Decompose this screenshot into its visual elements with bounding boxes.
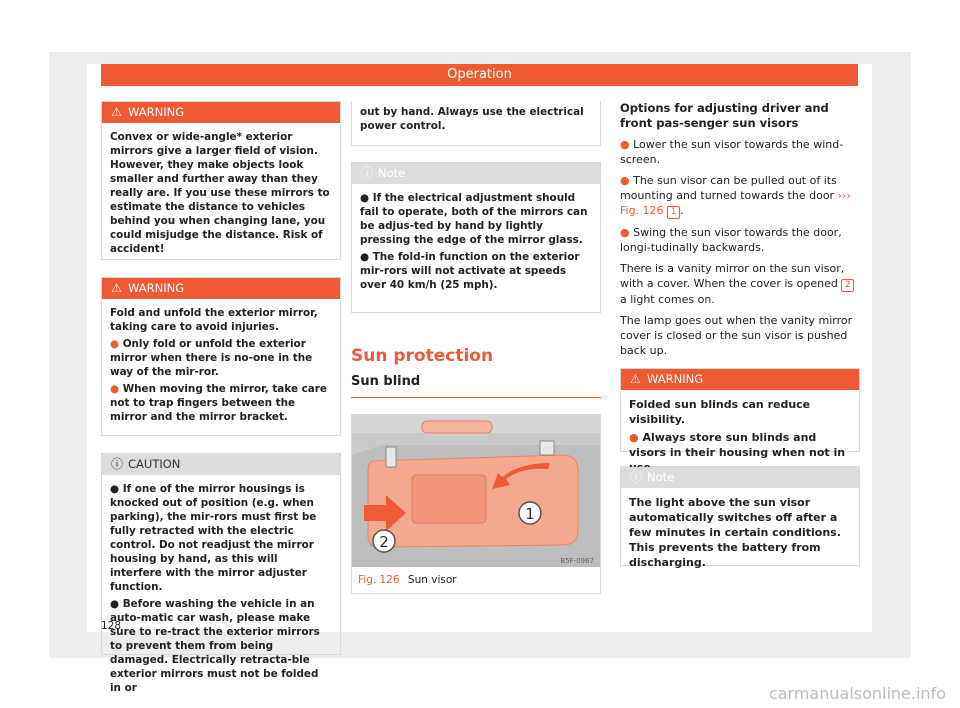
note-label: Note [378, 166, 406, 180]
figure-caption-text: Sun visor [407, 574, 457, 586]
warning-label: WARNING [128, 281, 185, 295]
left-column [101, 101, 341, 694]
figure-code: B5F-0967 [560, 557, 594, 565]
list-item: ● The sun visor can be pulled out of its mounting and turned towards the door ››› Fig. 126 1 . [620, 174, 851, 217]
warning-text: Convex or wide-angle* exterior mirrors give a larger field of vision. However, they make objects look smaller and further away than they really are. If you use these mirrors to estimate the distance to vehicles behind you when changing lane, you could misjudge the distance. Risk of accident! [110, 131, 330, 255]
list-item: ● Before washing the vehicle in an auto-matic car wash, please make sure to re-tract the exterior mirrors to prevent them from being damaged. Electrically retracta-ble exterior mirrors must not be folded in or [110, 598, 320, 694]
note-box-light [620, 466, 860, 569]
callout-badge: 2 [841, 279, 854, 292]
list-item: ● Swing the sun visor towards the door, longi-tudinally backwards. [620, 226, 842, 254]
callout-badge: 1 [667, 206, 680, 219]
warning-label: WARNING [128, 105, 185, 119]
warning-label: WARNING [647, 372, 704, 386]
warning-intro: Fold and unfold the exterior mirror, taking care to avoid injuries. [110, 307, 318, 333]
note-header [621, 467, 859, 488]
figure-ref: Fig. 126 [358, 574, 400, 586]
warning-triangle-icon: ⚠ [111, 105, 122, 119]
list-item: ● Lower the sun visor towards the wind-screen. [620, 138, 844, 166]
caution-header [102, 454, 340, 475]
warning-triangle-icon: ⚠ [111, 281, 122, 295]
caution-circle-icon: ⓘ [111, 457, 124, 471]
warning-header [102, 102, 340, 123]
warning-box-folding [101, 277, 341, 436]
list-item: ● Only fold or unfold the exterior mirror when there is no-one in the way of the mir-ror. [110, 338, 313, 378]
note-box-mirrors [351, 162, 601, 313]
list-item: ● If the electrical adjustment should fail to operate, both of the mirrors can be adjus-ted by hand by lightly pressing the edge of the mirror glass. [360, 192, 588, 246]
figure-link[interactable]: ››› Fig. 126 [620, 189, 851, 217]
warning-triangle-icon: ⚠ [630, 372, 641, 386]
subsection-title: Sun blind [351, 373, 601, 398]
options-heading: Options for adjusting driver and front pas-senger sun visors [620, 101, 829, 130]
page-header: Operation [101, 64, 858, 86]
sun-visor-illustration [352, 415, 600, 567]
caution-continued-text: out by hand. Always use the electrical power control. [360, 106, 584, 132]
warning-intro: Folded sun blinds can reduce visibility. [629, 398, 811, 426]
middle-column [351, 101, 601, 594]
warning-header [621, 369, 859, 390]
warning-header [102, 278, 340, 299]
list-item: ● If one of the mirror housings is knocked out of position (e.g. when parking), the mir-rors must first be fully retracted with the electric control. Do not readjust the mirror housing by hand, as this will interfere with the mirror adjuster function. [110, 483, 317, 593]
info-icon: ⓘ [361, 166, 374, 180]
caution-box [101, 453, 341, 694]
lamp-paragraph: The lamp goes out when the vanity mirror cover is closed or the sun visor is pushed back up. [620, 314, 853, 357]
figure-callout-1: 1 [525, 505, 535, 523]
list-item: ● The fold-in function on the exterior mir-rors will not activate at speeds over 40 km/h (25 mph). [360, 251, 580, 291]
section-title: Sun protection [351, 346, 494, 366]
watermark: carmanualsonline.info [768, 684, 946, 703]
note-header [352, 163, 600, 184]
figure-callout-2: 2 [379, 533, 389, 551]
list-item: ● When moving the mirror, take care not to trap fingers between the mirror and the mirror bracket. [110, 383, 327, 423]
right-column [620, 101, 860, 569]
note-text: The light above the sun visor automatically switches off after a few minutes in certain conditions. This prevents the battery from discharging. [629, 496, 841, 569]
info-icon: ⓘ [630, 470, 643, 484]
caution-continued-box [351, 101, 601, 146]
warning-box-mirrors [101, 101, 341, 260]
page-number: 128 [101, 620, 122, 632]
figure-sun-visor [351, 414, 601, 594]
vanity-mirror-paragraph: There is a vanity mirror on the sun visor, with a cover. When the cover is opened 2 a light comes on. [620, 261, 860, 307]
note-label: Note [647, 470, 675, 484]
caution-label: CAUTION [128, 457, 181, 471]
list-item: ● Always store sun blinds and visors in their housing when not in [629, 431, 846, 459]
warning-box-sun-blinds [620, 368, 860, 459]
figure-caption [352, 567, 600, 593]
